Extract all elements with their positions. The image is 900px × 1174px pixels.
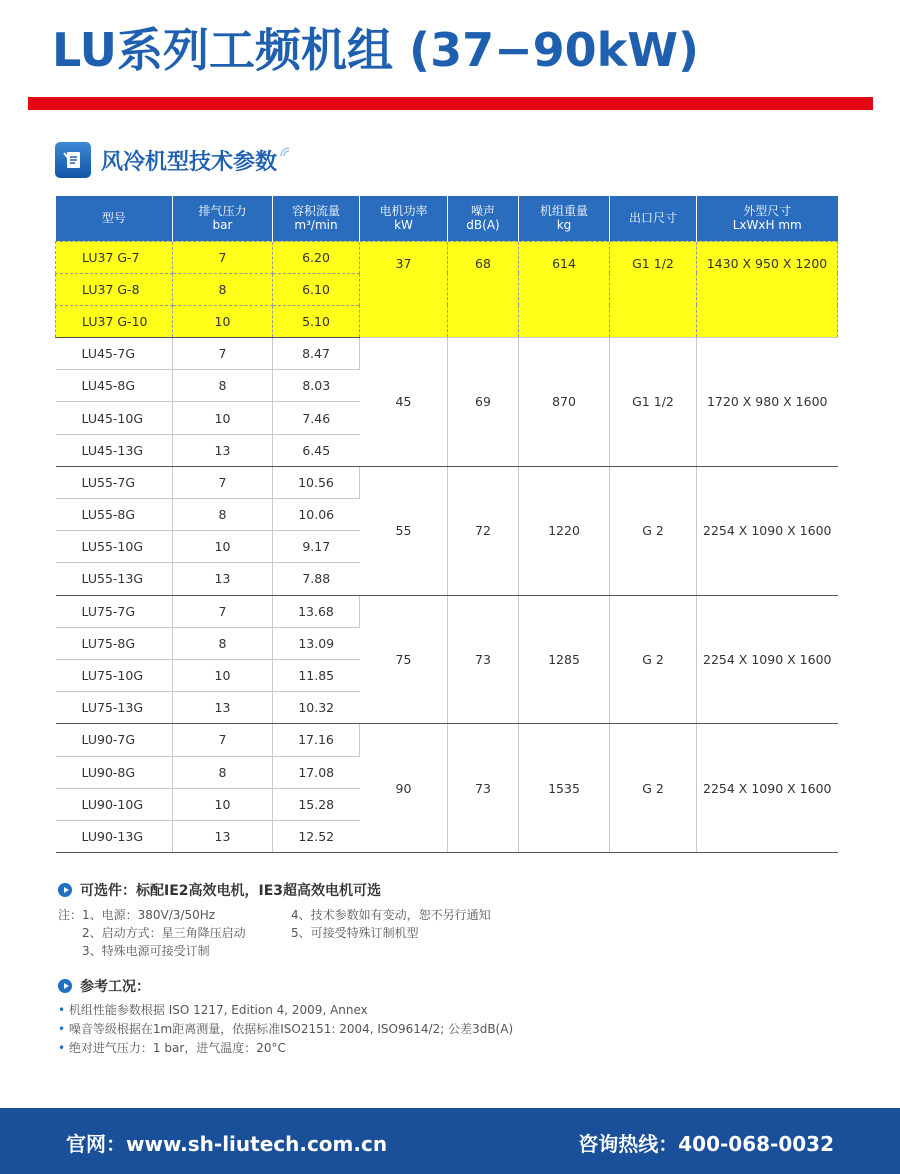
table-row: [56, 241, 838, 273]
outlet-cell: G 2: [610, 466, 697, 595]
section-header: [55, 142, 293, 178]
flow-cell: 10.32: [273, 692, 360, 724]
model-cell: LU37 G-8: [56, 273, 173, 305]
note-line: 5、可接受特殊订制机型: [291, 926, 419, 940]
pressure-cell: 13: [173, 434, 273, 466]
column-header: 排气压力 bar: [173, 196, 273, 241]
power-cell: 37: [360, 241, 448, 338]
column-header: 电机功率 kW: [360, 196, 448, 241]
power-cell: 55: [360, 466, 448, 595]
reference-item: • 绝对进气压力：1 bar，进气温度：20°C: [58, 1039, 513, 1058]
weight-cell: 1285: [519, 595, 610, 724]
model-cell: LU55-10G: [56, 531, 173, 563]
power-cell: 45: [360, 338, 448, 467]
pressure-cell: 7: [173, 595, 273, 627]
section-title: 风冷机型技术参数: [101, 149, 278, 175]
noise-cell: 68: [448, 241, 519, 338]
reference-item: • 机组性能参数根据 ISO 1217, Edition 4, 2009, Annex: [58, 1001, 513, 1020]
table-row: [56, 724, 838, 756]
pressure-cell: 8: [173, 627, 273, 659]
table-row: [56, 595, 838, 627]
noise-cell: 69: [448, 338, 519, 467]
noise-cell: 72: [448, 466, 519, 595]
flow-cell: 6.10: [273, 273, 360, 305]
note-line: 4、技术参数如有变动，恕不另行通知: [291, 908, 491, 922]
weight-cell: 614: [519, 241, 610, 338]
pressure-cell: 10: [173, 305, 273, 337]
reference-heading: [58, 976, 150, 996]
pressure-cell: 7: [173, 466, 273, 498]
model-cell: LU37 G-10: [56, 305, 173, 337]
spec-table: [55, 196, 838, 853]
pressure-cell: 8: [173, 273, 273, 305]
dims-cell: 2254 X 1090 X 1600: [697, 466, 838, 595]
pressure-cell: 10: [173, 531, 273, 563]
dims-cell: 2254 X 1090 X 1600: [697, 595, 838, 724]
options-line: [58, 880, 381, 900]
flow-cell: 6.45: [273, 434, 360, 466]
model-cell: LU45-10G: [56, 402, 173, 434]
dims-cell: 1430 X 950 X 1200: [697, 241, 838, 338]
outlet-cell: G 2: [610, 595, 697, 724]
table-row: [56, 466, 838, 498]
pressure-cell: 7: [173, 241, 273, 273]
pressure-cell: 13: [173, 563, 273, 595]
flow-cell: 6.20: [273, 241, 360, 273]
notes: [58, 906, 491, 960]
options-text: 可选件：标配IE2高效电机，IE3超高效电机可选: [80, 883, 382, 899]
column-header: 出口尺寸: [610, 196, 697, 241]
model-cell: LU45-13G: [56, 434, 173, 466]
flow-cell: 8.03: [273, 370, 360, 402]
flow-cell: 10.56: [273, 466, 360, 498]
flow-cell: 9.17: [273, 531, 360, 563]
model-cell: LU90-10G: [56, 788, 173, 820]
column-header: 容积流量 m³/min: [273, 196, 360, 241]
pressure-cell: 8: [173, 499, 273, 531]
model-cell: LU75-7G: [56, 595, 173, 627]
flow-cell: 12.52: [273, 820, 360, 852]
dims-cell: 1720 X 980 X 1600: [697, 338, 838, 467]
website-link[interactable]: 官网：www.sh-liutech.com.cn: [66, 1132, 388, 1156]
flow-cell: 11.85: [273, 659, 360, 691]
hotline-text: 咨询热线：400-068-0032: [578, 1132, 834, 1156]
flow-cell: 5.10: [273, 305, 360, 337]
note-line: 注：1、电源：380V/3/50Hz: [58, 908, 216, 922]
model-cell: LU55-13G: [56, 563, 173, 595]
title-divider: [28, 97, 873, 110]
outlet-cell: G 2: [610, 724, 697, 853]
pressure-cell: 8: [173, 756, 273, 788]
model-cell: LU90-7G: [56, 724, 173, 756]
model-cell: LU75-8G: [56, 627, 173, 659]
model-cell: LU45-8G: [56, 370, 173, 402]
model-cell: LU75-13G: [56, 692, 173, 724]
footer-bar: [0, 1108, 900, 1174]
arrow-bullet-icon: [58, 979, 72, 993]
flow-cell: 17.08: [273, 756, 360, 788]
pressure-cell: 13: [173, 692, 273, 724]
noise-cell: 73: [448, 595, 519, 724]
model-cell: LU55-7G: [56, 466, 173, 498]
column-header: 外型尺寸 LxWxH mm: [697, 196, 838, 241]
reference-title: 参考工况：: [80, 979, 150, 995]
flow-cell: 7.88: [273, 563, 360, 595]
model-cell: LU90-8G: [56, 756, 173, 788]
column-header: 型号: [56, 196, 173, 241]
outlet-cell: G1 1/2: [610, 241, 697, 338]
outlet-cell: G1 1/2: [610, 338, 697, 467]
document-icon: [55, 142, 91, 178]
model-cell: LU90-13G: [56, 820, 173, 852]
dims-cell: 2254 X 1090 X 1600: [697, 724, 838, 853]
table-header-row: [56, 196, 838, 241]
reference-list: [58, 1001, 513, 1058]
model-cell: LU55-8G: [56, 499, 173, 531]
column-header: 机组重量 kg: [519, 196, 610, 241]
model-cell: LU45-7G: [56, 338, 173, 370]
column-header: 噪声 dB(A): [448, 196, 519, 241]
pressure-cell: 7: [173, 338, 273, 370]
model-cell: LU37 G-7: [56, 241, 173, 273]
flow-cell: 17.16: [273, 724, 360, 756]
flow-cell: 8.47: [273, 338, 360, 370]
pressure-cell: 10: [173, 659, 273, 691]
page-title: LU系列工频机组 (37−90kW): [52, 23, 699, 77]
pressure-cell: 10: [173, 402, 273, 434]
pressure-cell: 8: [173, 370, 273, 402]
note-line: 2、启动方式：星三角降压启动: [82, 926, 246, 940]
pressure-cell: 7: [173, 724, 273, 756]
arrow-bullet-icon: [58, 883, 72, 897]
table-row: [56, 338, 838, 370]
reference-item: • 噪音等级根据在1m距离测量，依据标准ISO2151: 2004, ISO9614/2; 公差3dB(A): [58, 1020, 513, 1039]
pressure-cell: 13: [173, 820, 273, 852]
weight-cell: 1220: [519, 466, 610, 595]
weight-cell: 870: [519, 338, 610, 467]
flow-cell: 13.09: [273, 627, 360, 659]
flow-cell: 7.46: [273, 402, 360, 434]
flow-cell: 13.68: [273, 595, 360, 627]
pressure-cell: 10: [173, 788, 273, 820]
power-cell: 75: [360, 595, 448, 724]
noise-cell: 73: [448, 724, 519, 853]
flow-cell: 10.06: [273, 499, 360, 531]
power-cell: 90: [360, 724, 448, 853]
note-line: 3、特殊电源可接受订制: [82, 944, 210, 958]
model-cell: LU75-10G: [56, 659, 173, 691]
weight-cell: 1535: [519, 724, 610, 853]
flow-cell: 15.28: [273, 788, 360, 820]
signal-wave-icon: [279, 144, 293, 162]
